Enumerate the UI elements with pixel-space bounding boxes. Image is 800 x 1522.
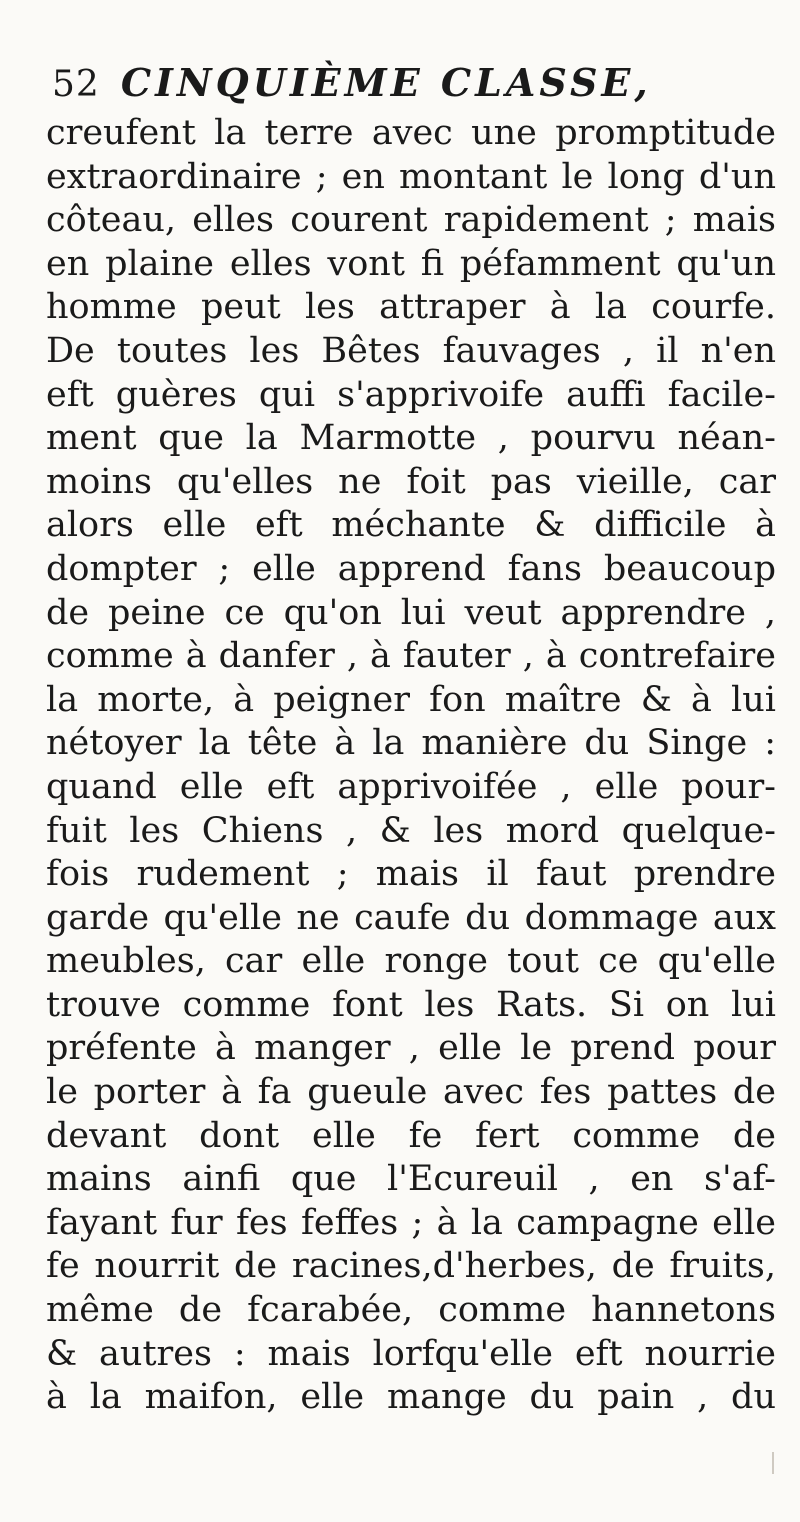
text-line: meubles, car elle ronge tout ce qu'elle [46, 941, 776, 982]
text-line: quand elle eft apprivoifée , elle pour- [46, 766, 776, 807]
text-line: ment que la Marmotte , pourvu néan- [46, 418, 776, 459]
text-line: la morte, à peigner fon maître & à lui [46, 679, 776, 720]
text-line: trouve comme font les Rats. Si on lui [46, 984, 776, 1025]
text-line: alors elle eft méchante & difficile à [46, 505, 776, 546]
text-line: comme à danfer , à fauter , à contrefaire [46, 636, 776, 677]
text-line: préfente à manger , elle le prend pour [46, 1028, 776, 1069]
text-line: de peine ce qu'on lui veut apprendre , [46, 592, 776, 633]
text-line: dompter ; elle apprend fans beaucoup [46, 548, 776, 589]
text-line: fayant fur fes feffes ; à la campagne elle [46, 1202, 776, 1243]
text-line: à la maifon, elle mange du pain , du [46, 1377, 776, 1418]
text-line: creufent la terre avec une promptitude [46, 113, 776, 153]
text-line: fuit les Chiens , & les mord quelque- [46, 810, 776, 851]
text-line: eft guères qui s'apprivoife auffi facile- [46, 374, 776, 415]
page-number: 52 [52, 64, 100, 105]
text-line: fe nourrit de racines,d'herbes, de fruits, [46, 1246, 776, 1287]
text-line: De toutes les Bêtes fauvages , il n'en [46, 330, 776, 371]
text-line: extraordinaire ; en montant le long d'un [46, 156, 776, 197]
text-line: homme peut les attraper à la courfe. [46, 287, 776, 328]
body-text [46, 112, 776, 1420]
text-line: même de fcarabée, comme hannetons [46, 1290, 776, 1331]
text-line: nétoyer la tête à la manière du Singe : [46, 723, 776, 764]
text-line: & autres : mais lorfqu'elle eft nourrie [46, 1333, 776, 1374]
paper-mark [772, 1452, 774, 1474]
text-line: moins qu'elles ne foit pas vieille, car [46, 461, 776, 502]
running-head-title: CINQUIÈME CLASSE, [120, 60, 652, 105]
text-line: côteau, elles courent rapidement ; mais [46, 200, 776, 241]
text-line: mains ainfi que l'Ecureuil , en s'af- [46, 1159, 776, 1200]
text-line: fois rudement ; mais il faut prendre [46, 854, 776, 895]
text-line: en plaine elles vont fi péfamment qu'un [46, 243, 776, 284]
text-line: devant dont elle fe fert comme de [46, 1115, 776, 1156]
text-line: garde qu'elle ne caufe du dommage aux [46, 897, 776, 938]
text-line: le porter à fa gueule avec fes pattes de [46, 1072, 776, 1113]
running-head [52, 60, 772, 112]
